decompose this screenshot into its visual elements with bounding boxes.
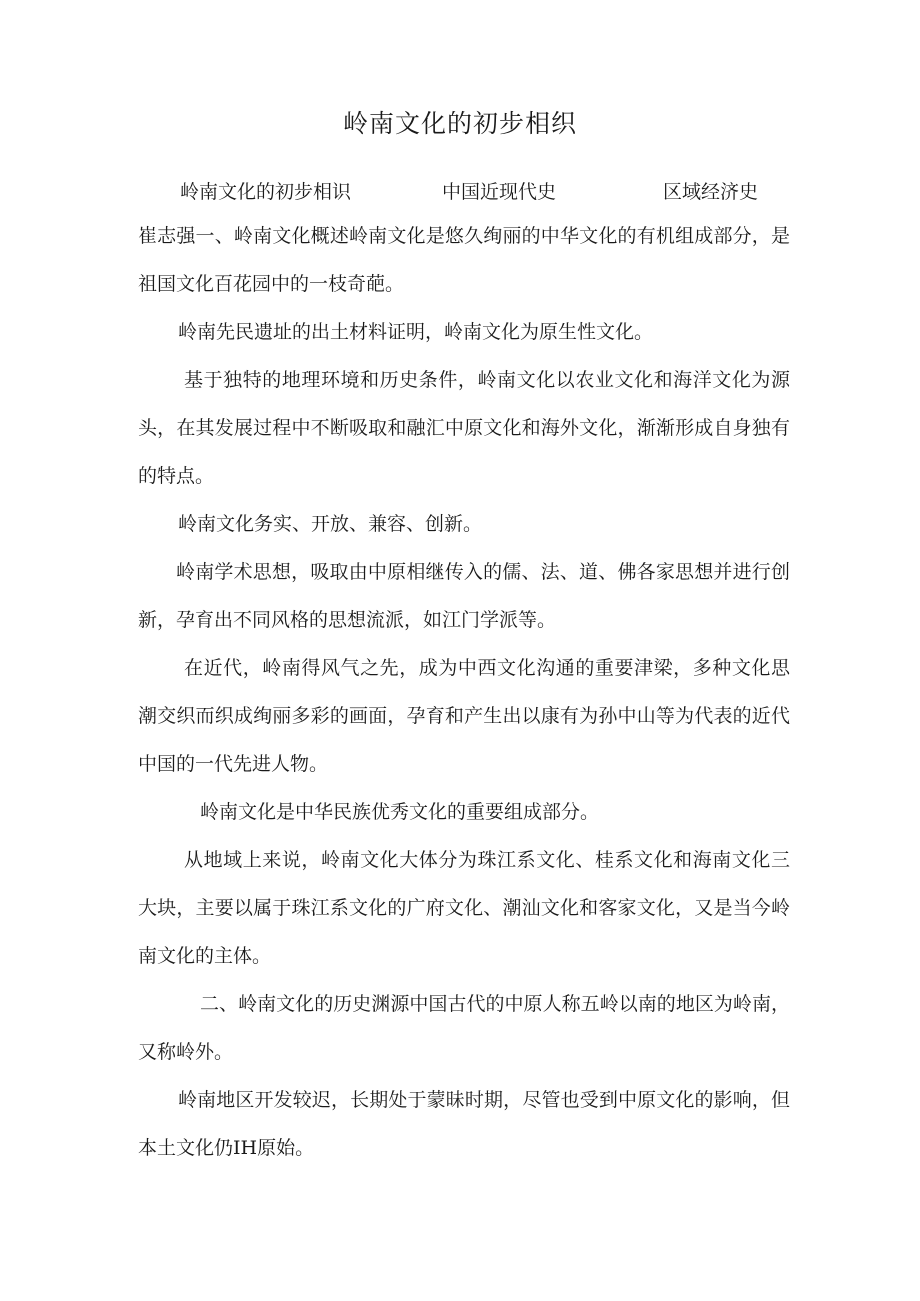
meta-category: 中国近现代史 (442, 181, 557, 203)
paragraph: 在近代，岭南得风气之先，成为中西文化沟通的重要津梁，多种文化思潮交织而织成绚丽多彩的画面，孕育和产生出以康有为孙中山等为代表的近代中国的一代先进人物。 (138, 657, 790, 775)
paragraph: 岭南文化是中华民族优秀文化的重要组成部分。 (200, 801, 600, 823)
document-body (138, 212, 790, 1172)
paragraph: 岭南地区开发较迟，长期处于蒙昧时期，尽管也受到中原文化的影响，但本土文化仍IH原始。 (138, 1089, 790, 1159)
paragraph: 岭南先民遗址的出土材料证明，岭南文化为原生性文化。 (178, 321, 654, 343)
paragraph: 岭南学术思想，吸取由中原相继传入的儒、法、道、佛各家思想并进行创新，孕育出不同风格的思想流派，如江门学派等。 (138, 561, 790, 631)
paragraph: 崔志强一、岭南文化概述岭南文化是悠久绚丽的中华文化的有机组成部分，是祖国文化百花园中的一枝奇葩。 (138, 225, 790, 295)
paragraph: 二、岭南文化的历史渊源中国古代的中原人称五岭以南的地区为岭南，又称岭外。 (138, 993, 790, 1063)
document-title: 岭南文化的初步相织 (342, 109, 577, 138)
paragraph: 岭南文化务实、开放、兼容、创新。 (178, 513, 483, 535)
paragraph: 从地域上来说，岭南文化大体分为珠江系文化、桂系文化和海南文化三大块，主要以属于珠江系文化的广府文化、潮汕文化和客家文化，又是当今岭南文化的主体。 (138, 849, 790, 967)
meta-subcategory: 区域经济史 (663, 181, 759, 203)
meta-topic: 岭南文化的初步相识 (180, 181, 352, 203)
paragraph: 基于独特的地理环境和历史条件，岭南文化以农业文化和海洋文化为源头，在其发展过程中不断吸取和融汇中原文化和海外文化，渐渐形成自身独有的特点。 (138, 369, 790, 487)
